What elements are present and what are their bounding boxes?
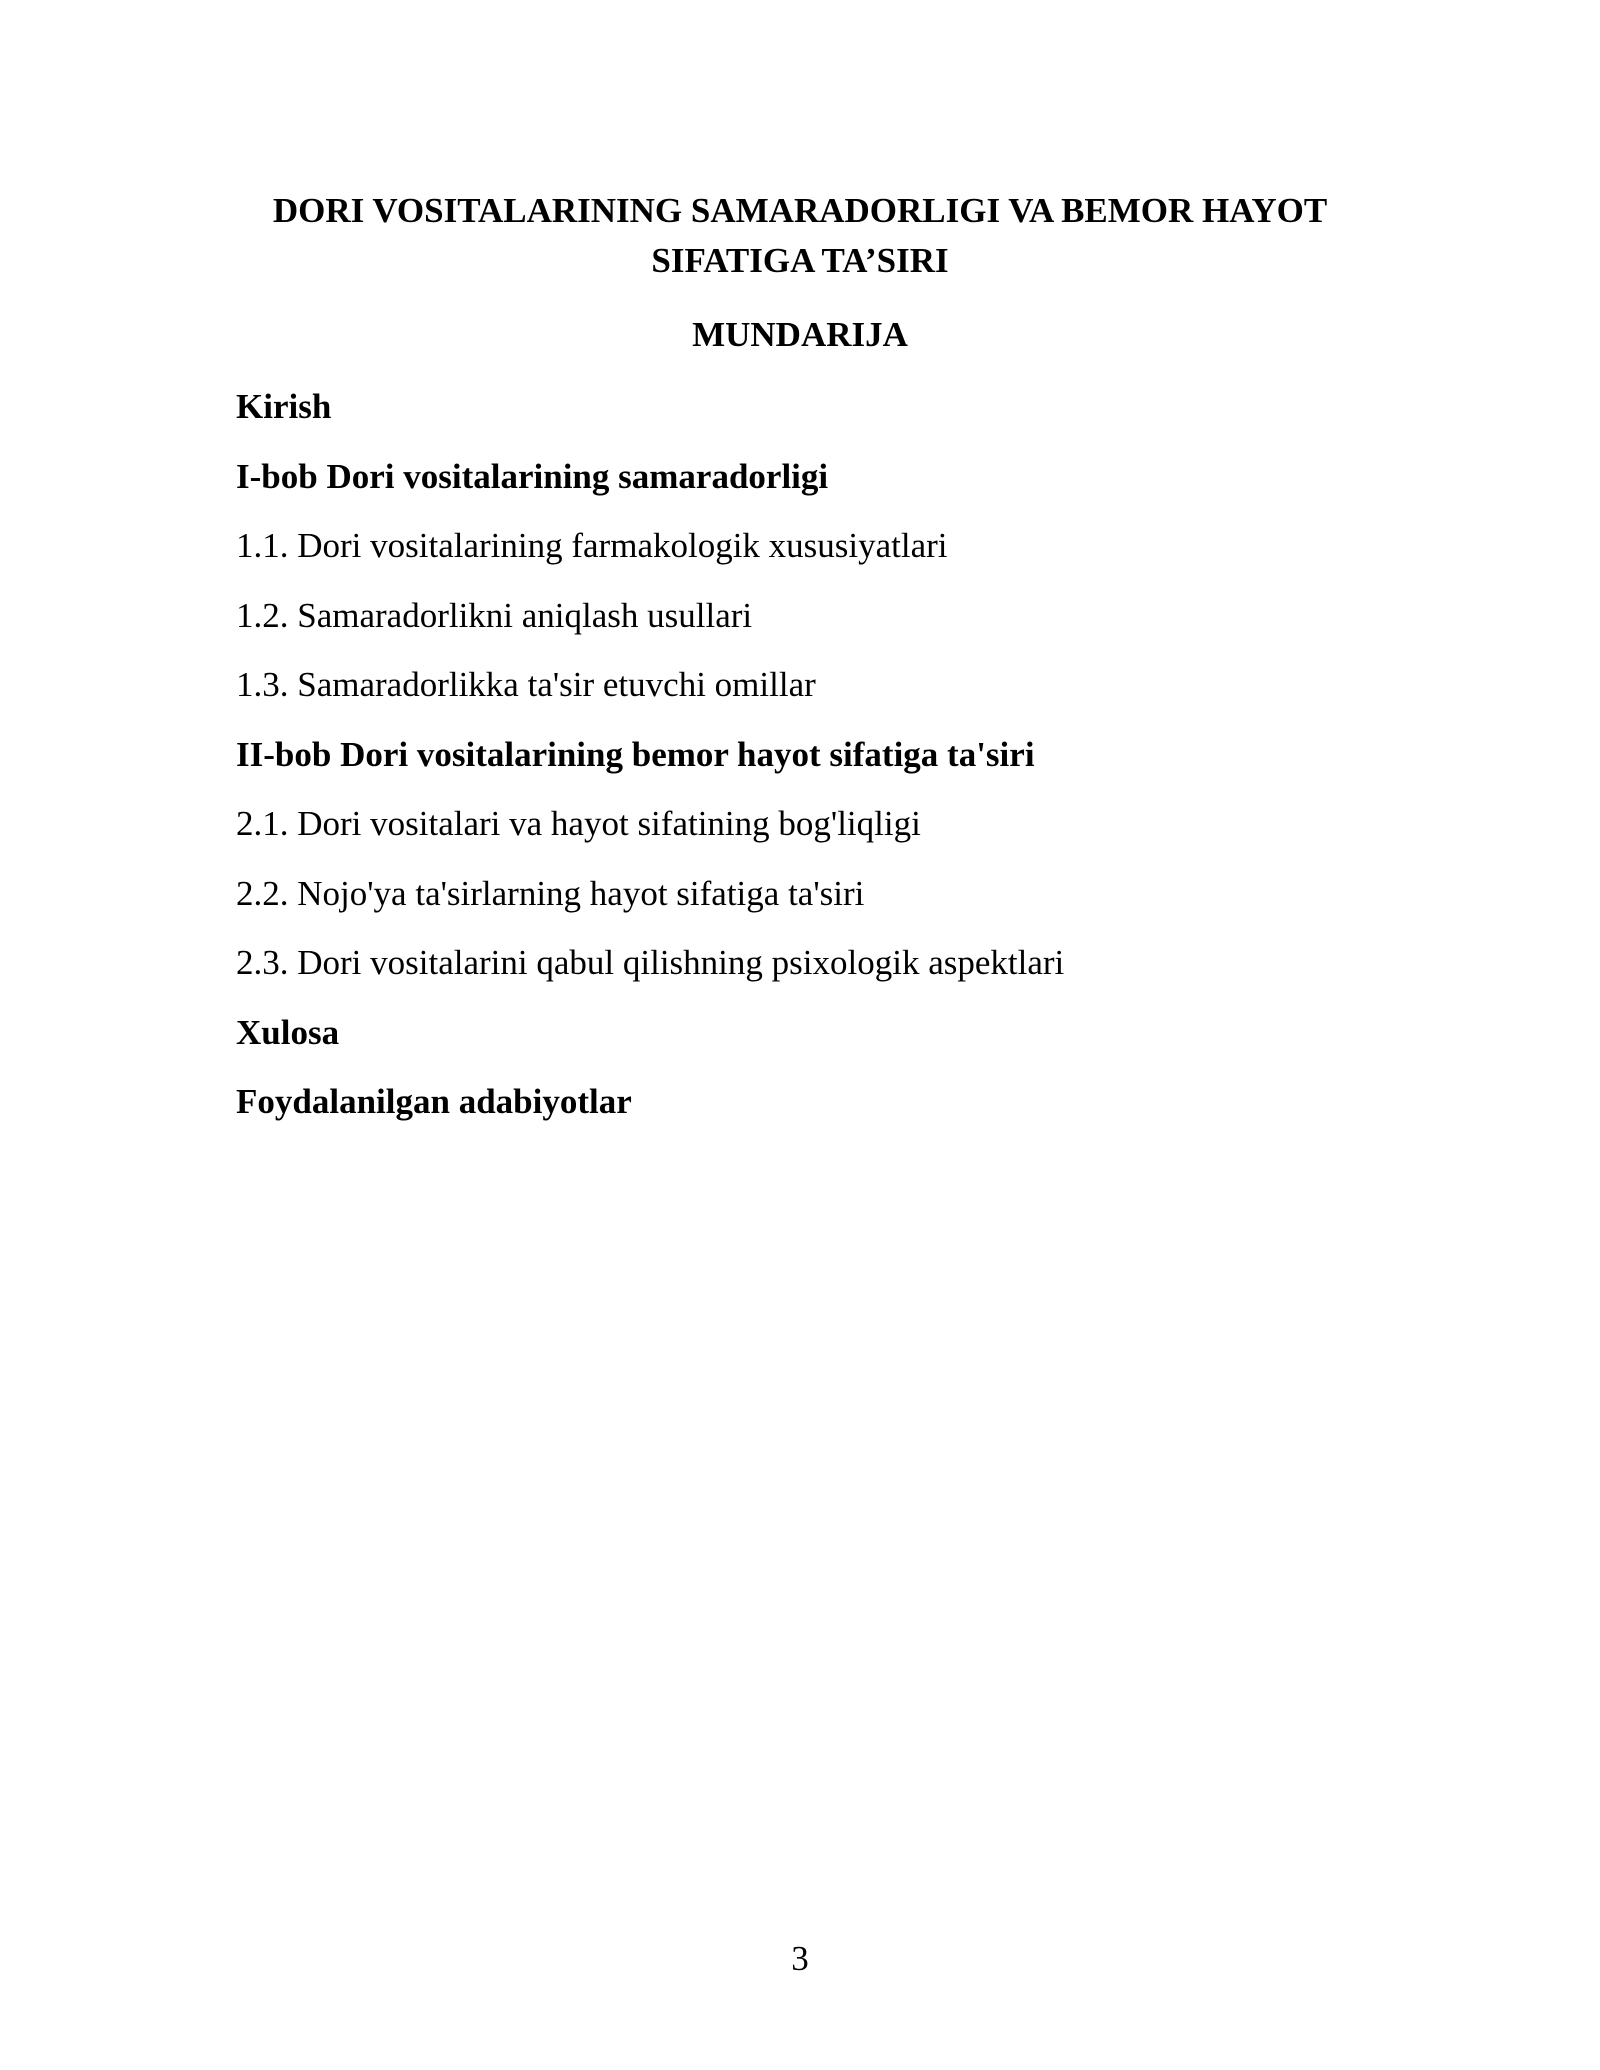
title-line-1: DORI VOSITALARINING SAMARADORLIGI VA BEMOR HAYOT — [272, 191, 1328, 230]
toc-item-section-2-3: 2.3. Dori vositalarini qabul qilishning psixologik aspektlari — [236, 943, 1065, 982]
toc-item-section-1-1: 1.1. Dori vositalarining farmakologik xususiyatlari — [236, 526, 948, 565]
toc-item-kirish: Kirish — [236, 387, 332, 426]
toc-item-section-1-2: 1.2. Samaradorlikni aniqlash usullari — [236, 595, 753, 635]
page-number: 3 — [791, 1939, 809, 1978]
toc-item-section-2-2: 2.2. Nojo'ya ta'sirlarning hayot sifatiga ta'siri — [236, 873, 865, 913]
table-of-contents — [236, 382, 1364, 1147]
document-title — [236, 186, 1364, 286]
toc-item-chapter-2: II-bob Dori vositalarining bemor hayot sifatiga ta'siri — [236, 734, 1035, 774]
toc-item-chapter-1: I-bob Dori vositalarining samaradorligi — [236, 456, 829, 496]
toc-item-references: Foydalanilgan adabiyotlar — [236, 1082, 632, 1121]
toc-item-section-1-3: 1.3. Samaradorlikka ta'sir etuvchi omillar — [236, 665, 816, 704]
toc-item-xulosa: Xulosa — [236, 1012, 340, 1052]
title-line-2: SIFATIGA TA’SIRI — [651, 241, 949, 280]
toc-heading: MUNDARIJA — [692, 315, 908, 354]
toc-item-section-2-1: 2.1. Dori vositalari va hayot sifatining bog'liqligi — [236, 804, 921, 843]
